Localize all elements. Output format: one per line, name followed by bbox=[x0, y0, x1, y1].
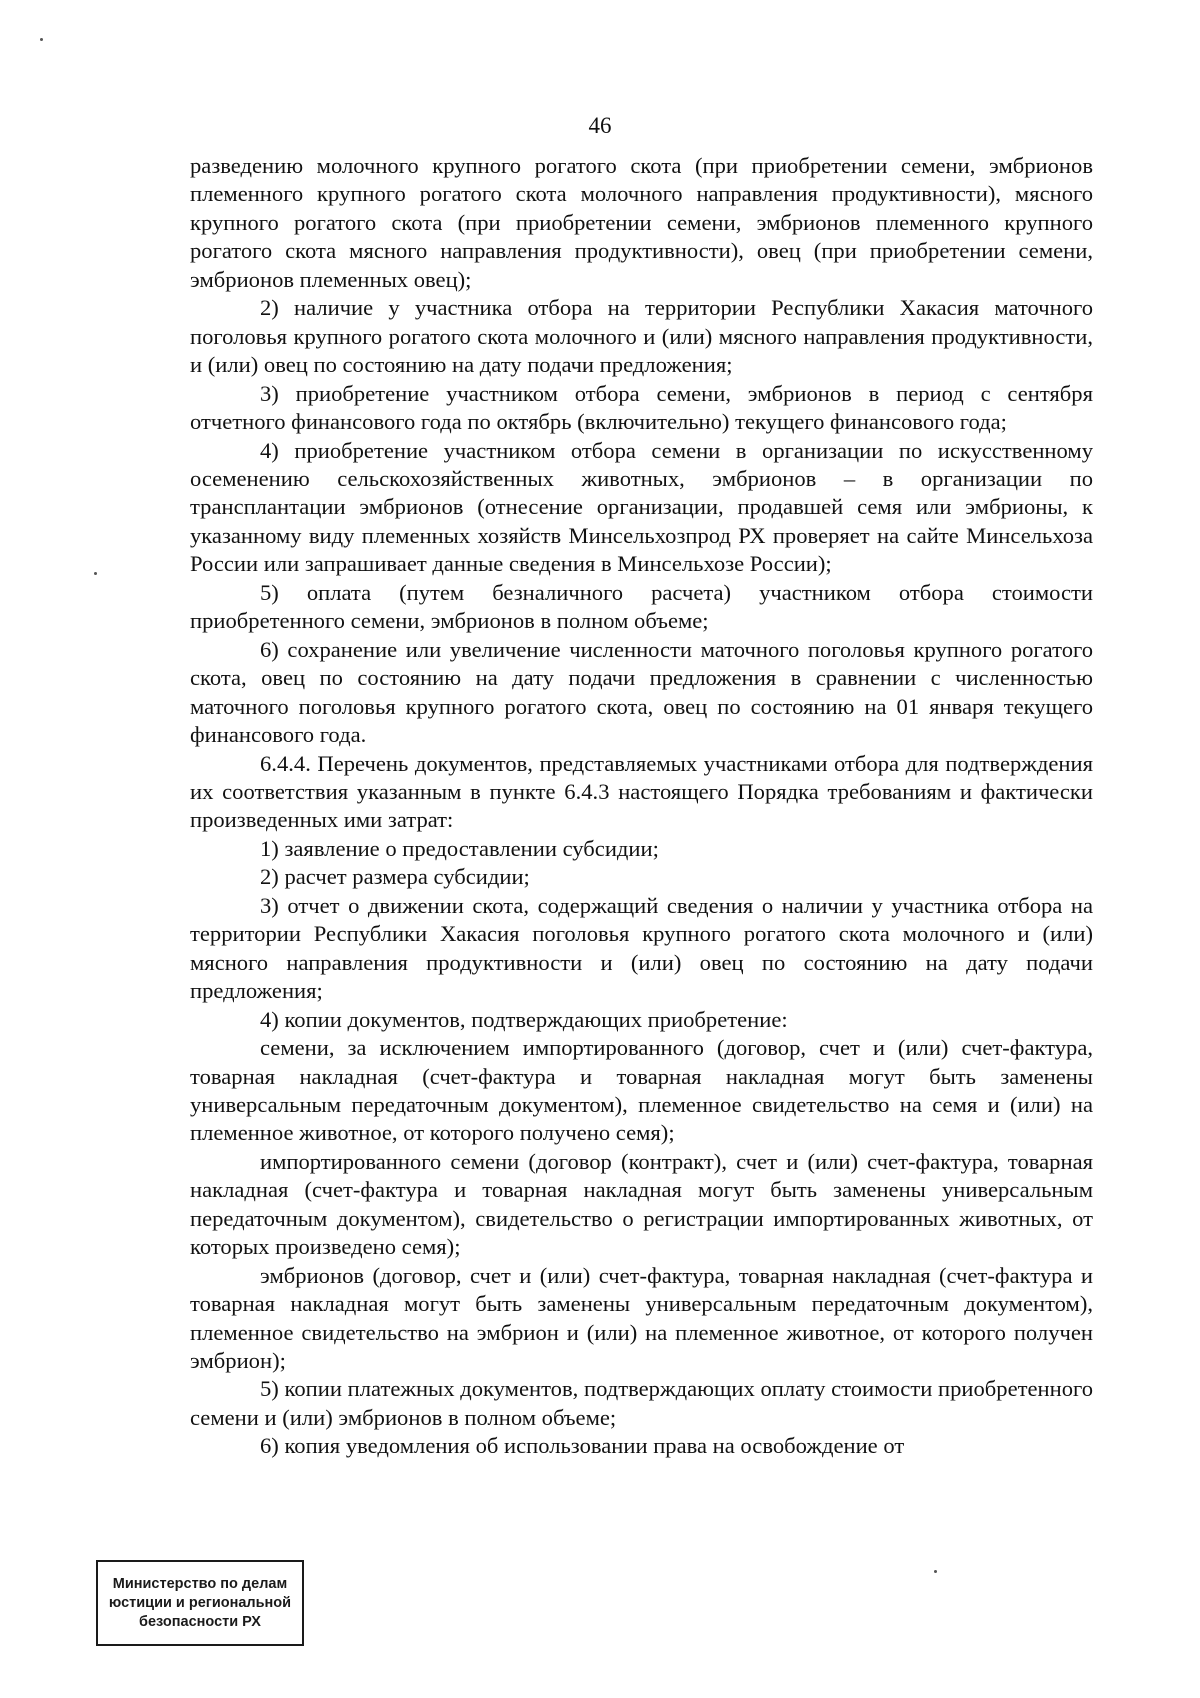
paragraph: 5) оплата (путем безналичного расчета) участником отбора стоимости приобретенного семени, эмбрионов в полном объеме; bbox=[190, 579, 1093, 634]
paragraph: семени, за исключением импортированного (договор, счет и (или) счет-фактура, товарная накладная (счет-фактура и товарная накладная могут быть заменены универсальным передаточным документом), племенное свидетельство на семя и (или) на племенное животное, от которого получено семя); bbox=[190, 1035, 1093, 1146]
stamp-line: безопасности РХ bbox=[139, 1613, 261, 1630]
paragraph: 3) отчет о движении скота, содержащий сведения о наличии у участника отбора на территории Республики Хакасия поголовья крупного рогатого скота молочного и (или) мясного направления продуктивности и (или) овец по состоянию на дату подачи предложения; bbox=[190, 892, 1093, 1004]
paragraph: 4) приобретение участником отбора семени в организации по искусственному осеменению сельскохозяйственных животных, эмбрионов – в организации по трансплантации эмбрионов (отнесение организации, продавшей семя или эмбрионы, к указанному виду племенных хозяйств Минсельхозпрод РХ проверяет на сайте Минсельхоза России или запрашивает данные сведения в Минсельхозе России); bbox=[190, 437, 1093, 577]
paragraph: 6) сохранение или увеличение численности маточного поголовья крупного рогатого скота, овец по состоянию на дату подачи предложения в сравнении с численностью маточного поголовья крупного рогатого скота, овец по состоянию на 01 января текущего финансового года. bbox=[190, 636, 1093, 748]
paragraph: 2) расчет размера субсидии; bbox=[260, 864, 530, 890]
paragraph: 6.4.4. Перечень документов, представляемых участниками отбора для подтверждения их соответствия указанным в пункте 6.4.3 настоящего Порядка требованиям и фактически произведенных ими затрат: bbox=[190, 750, 1093, 833]
paragraph: 6) копия уведомления об использовании права на освобождение от bbox=[260, 1433, 905, 1459]
paragraph: 5) копии платежных документов, подтверждающих оплату стоимости приобретенного семени и (или) эмбрионов в полном объеме; bbox=[190, 1376, 1093, 1430]
paragraph: 4) копии документов, подтверждающих приобретение: bbox=[260, 1006, 788, 1032]
scan-speck bbox=[40, 38, 43, 41]
paragraph: 1) заявление о предоставлении субсидии; bbox=[260, 835, 659, 861]
page-number: 46 bbox=[588, 113, 612, 138]
paragraph: 3) приобретение участником отбора семени, эмбрионов в период с сентября отчетного финансового года по октябрь (включительно) текущего финансового года; bbox=[190, 380, 1093, 435]
scan-speck bbox=[94, 572, 97, 575]
paragraph: эмбрионов (договор, счет и (или) счет-фактура, товарная накладная (счет-фактура и товарная накладная могут быть заменены универсальным передаточным документом), племенное свидетельство на эмбрион и (или) на племенное животное, от которого получен эмбрион); bbox=[190, 1262, 1093, 1374]
document-body bbox=[190, 152, 1093, 1461]
ministry-stamp bbox=[96, 1560, 304, 1646]
paragraph: импортированного семени (договор (контракт), счет и (или) счет-фактура, товарная накладная (счет-фактура и товарная накладная могут быть заменены универсальным передаточным документом), свидетельство о регистрации импортированных животных, от которых произведено семя); bbox=[190, 1148, 1093, 1260]
paragraph: разведению молочного крупного рогатого скота (при приобретении семени, эмбрионов племенного крупного рогатого скота молочного направления продуктивности), мясного крупного рогатого скота (при приобретении семени, эмбрионов племенного крупного рогатого скота мясного направления продуктивности), овец (при приобретении семени, эмбрионов племенных овец); bbox=[190, 153, 1093, 292]
stamp-line: юстиции и региональной bbox=[108, 1594, 292, 1611]
paragraph: 2) наличие у участника отбора на территории Республики Хакасия маточного поголовья крупного рогатого скота молочного и (или) мясного направления продуктивности, и (или) овец по состоянию на дату подачи предложения; bbox=[190, 295, 1093, 378]
stamp-line: Министерство по делам bbox=[112, 1575, 288, 1592]
scan-speck bbox=[934, 1570, 937, 1573]
